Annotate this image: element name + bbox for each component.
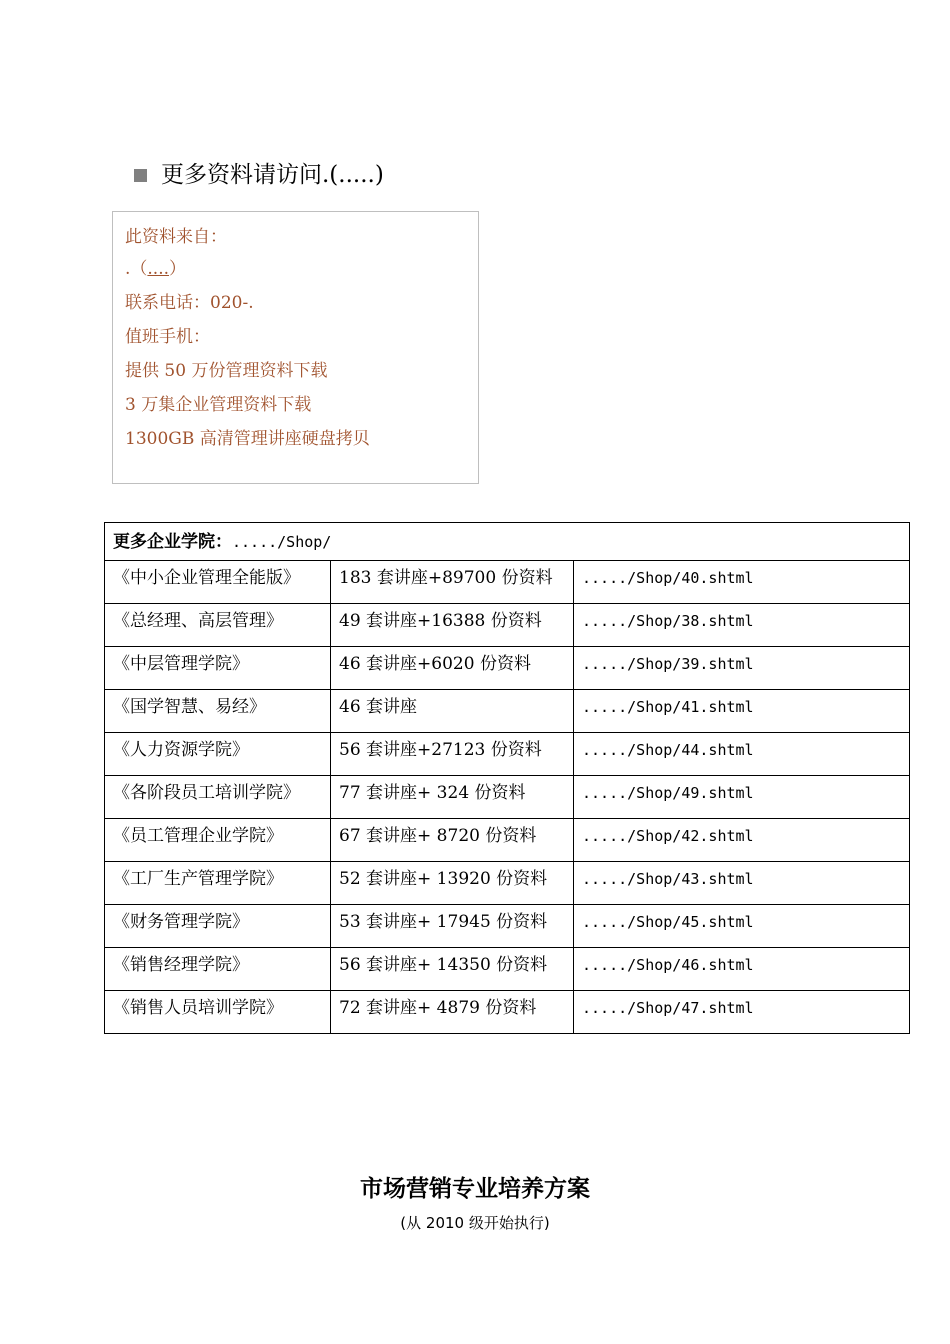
table-row <box>105 604 910 647</box>
course-name-cell-text: 《中小企业管理全能版》 <box>113 568 300 588</box>
table-row <box>105 647 910 690</box>
offer-line-2: 3 万集企业管理资料下载 <box>125 395 312 415</box>
document-subtitle: (从 2010 级开始执行) <box>400 1214 550 1232</box>
table-row <box>105 991 910 1034</box>
course-count-cell <box>331 819 574 862</box>
course-name-cell-text: 《人力资源学院》 <box>113 740 249 760</box>
course-count-cell <box>331 604 574 647</box>
course-url-cell-text[interactable]: ...../Shop/39.shtml <box>582 655 754 673</box>
course-count-cell-text: 52 套讲座+ 13920 份资料 <box>339 869 548 889</box>
course-url-cell-text[interactable]: ...../Shop/41.shtml <box>582 698 754 716</box>
course-name-cell-text: 《工厂生产管理学院》 <box>113 869 283 889</box>
course-count-cell <box>331 776 574 819</box>
course-name-cell-text: 《中层管理学院》 <box>113 654 249 674</box>
course-count-cell <box>331 561 574 604</box>
source-label: 此资料来自： <box>125 227 227 247</box>
course-count-cell-text: 56 套讲座+ 14350 份资料 <box>339 955 548 975</box>
course-name-cell <box>105 690 331 733</box>
course-url-cell[interactable] <box>574 690 910 733</box>
table-row <box>105 561 910 604</box>
course-count-cell-text: 183 套讲座+89700 份资料 <box>339 568 553 588</box>
course-url-cell[interactable] <box>574 733 910 776</box>
course-url-cell[interactable] <box>574 647 910 690</box>
header-url[interactable]: ...../Shop/ <box>232 533 332 551</box>
course-name-cell-text: 《销售人员培训学院》 <box>113 998 283 1018</box>
course-count-cell <box>331 948 574 991</box>
course-url-cell[interactable] <box>574 604 910 647</box>
course-name-cell <box>105 819 331 862</box>
course-count-cell <box>331 905 574 948</box>
course-name-cell-text: 《销售经理学院》 <box>113 955 249 975</box>
table-row <box>105 733 910 776</box>
course-name-cell <box>105 991 331 1034</box>
course-count-cell-text: 46 套讲座+6020 份资料 <box>339 654 531 674</box>
course-url-cell-text[interactable]: ...../Shop/38.shtml <box>582 612 754 630</box>
table-header-cell <box>105 523 910 561</box>
table-row <box>105 819 910 862</box>
course-name-cell-text: 《总经理、高层管理》 <box>113 611 283 631</box>
course-name-cell-text: 《国学智慧、易经》 <box>113 697 266 717</box>
offer-line-1: 提供 50 万份管理资料下载 <box>125 361 328 381</box>
course-name-cell-text: 《员工管理企业学院》 <box>113 826 283 846</box>
link-suffix: ） <box>169 259 187 279</box>
table-row <box>105 862 910 905</box>
source-link[interactable]: .... <box>147 259 170 279</box>
course-count-cell-text: 49 套讲座+16388 份资料 <box>339 611 542 631</box>
table-row <box>105 905 910 948</box>
course-name-cell <box>105 733 331 776</box>
course-url-cell[interactable] <box>574 862 910 905</box>
course-url-cell[interactable] <box>574 948 910 991</box>
course-count-cell <box>331 690 574 733</box>
course-url-cell[interactable] <box>574 819 910 862</box>
course-count-cell-text: 53 套讲座+ 17945 份资料 <box>339 912 548 932</box>
mobile-line: 值班手机： <box>125 327 210 347</box>
course-count-cell-text: 67 套讲座+ 8720 份资料 <box>339 826 537 846</box>
course-url-cell-text[interactable]: ...../Shop/47.shtml <box>582 999 754 1017</box>
course-name-cell <box>105 647 331 690</box>
course-url-cell[interactable] <box>574 561 910 604</box>
course-url-cell[interactable] <box>574 991 910 1034</box>
table-header-row <box>105 523 910 561</box>
course-url-cell-text[interactable]: ...../Shop/42.shtml <box>582 827 754 845</box>
course-url-cell-text[interactable]: ...../Shop/44.shtml <box>582 741 754 759</box>
course-count-cell-text: 46 套讲座 <box>339 697 418 717</box>
course-url-cell[interactable] <box>574 905 910 948</box>
course-name-cell <box>105 561 331 604</box>
headline <box>134 158 384 192</box>
course-count-cell-text: 77 套讲座+ 324 份资料 <box>339 783 526 803</box>
course-url-cell-text[interactable]: ...../Shop/45.shtml <box>582 913 754 931</box>
course-url-cell-text[interactable]: ...../Shop/46.shtml <box>582 956 754 974</box>
course-name-cell <box>105 604 331 647</box>
table-row <box>105 948 910 991</box>
link-prefix: .（ <box>125 259 148 279</box>
phone-line: 联系电话：020-. <box>125 293 254 313</box>
course-name-cell-text: 《各阶段员工培训学院》 <box>113 783 300 803</box>
document-title: 市场营销专业培养方案 <box>360 1176 590 1202</box>
course-count-cell <box>331 862 574 905</box>
course-name-cell-text: 《财务管理学院》 <box>113 912 249 932</box>
course-url-cell[interactable] <box>574 776 910 819</box>
course-url-cell-text[interactable]: ...../Shop/49.shtml <box>582 784 754 802</box>
course-count-cell-text: 56 套讲座+27123 份资料 <box>339 740 542 760</box>
course-count-cell <box>331 991 574 1034</box>
source-info-box <box>112 211 479 484</box>
course-count-cell-text: 72 套讲座+ 4879 份资料 <box>339 998 537 1018</box>
square-bullet-icon <box>134 169 147 182</box>
course-url-cell-text[interactable]: ...../Shop/40.shtml <box>582 569 754 587</box>
course-table <box>104 522 910 1034</box>
offer-line-3: 1300GB 高清管理讲座硬盘拷贝 <box>125 429 370 449</box>
course-url-cell-text[interactable]: ...../Shop/43.shtml <box>582 870 754 888</box>
table-row <box>105 690 910 733</box>
source-link-line <box>125 252 466 286</box>
headline-text: 更多资料请访问.(.....) <box>161 162 384 188</box>
course-count-cell <box>331 733 574 776</box>
table-row <box>105 776 910 819</box>
course-count-cell <box>331 647 574 690</box>
header-label: 更多企业学院： <box>113 532 232 552</box>
course-name-cell <box>105 948 331 991</box>
course-name-cell <box>105 862 331 905</box>
course-name-cell <box>105 905 331 948</box>
course-name-cell <box>105 776 331 819</box>
